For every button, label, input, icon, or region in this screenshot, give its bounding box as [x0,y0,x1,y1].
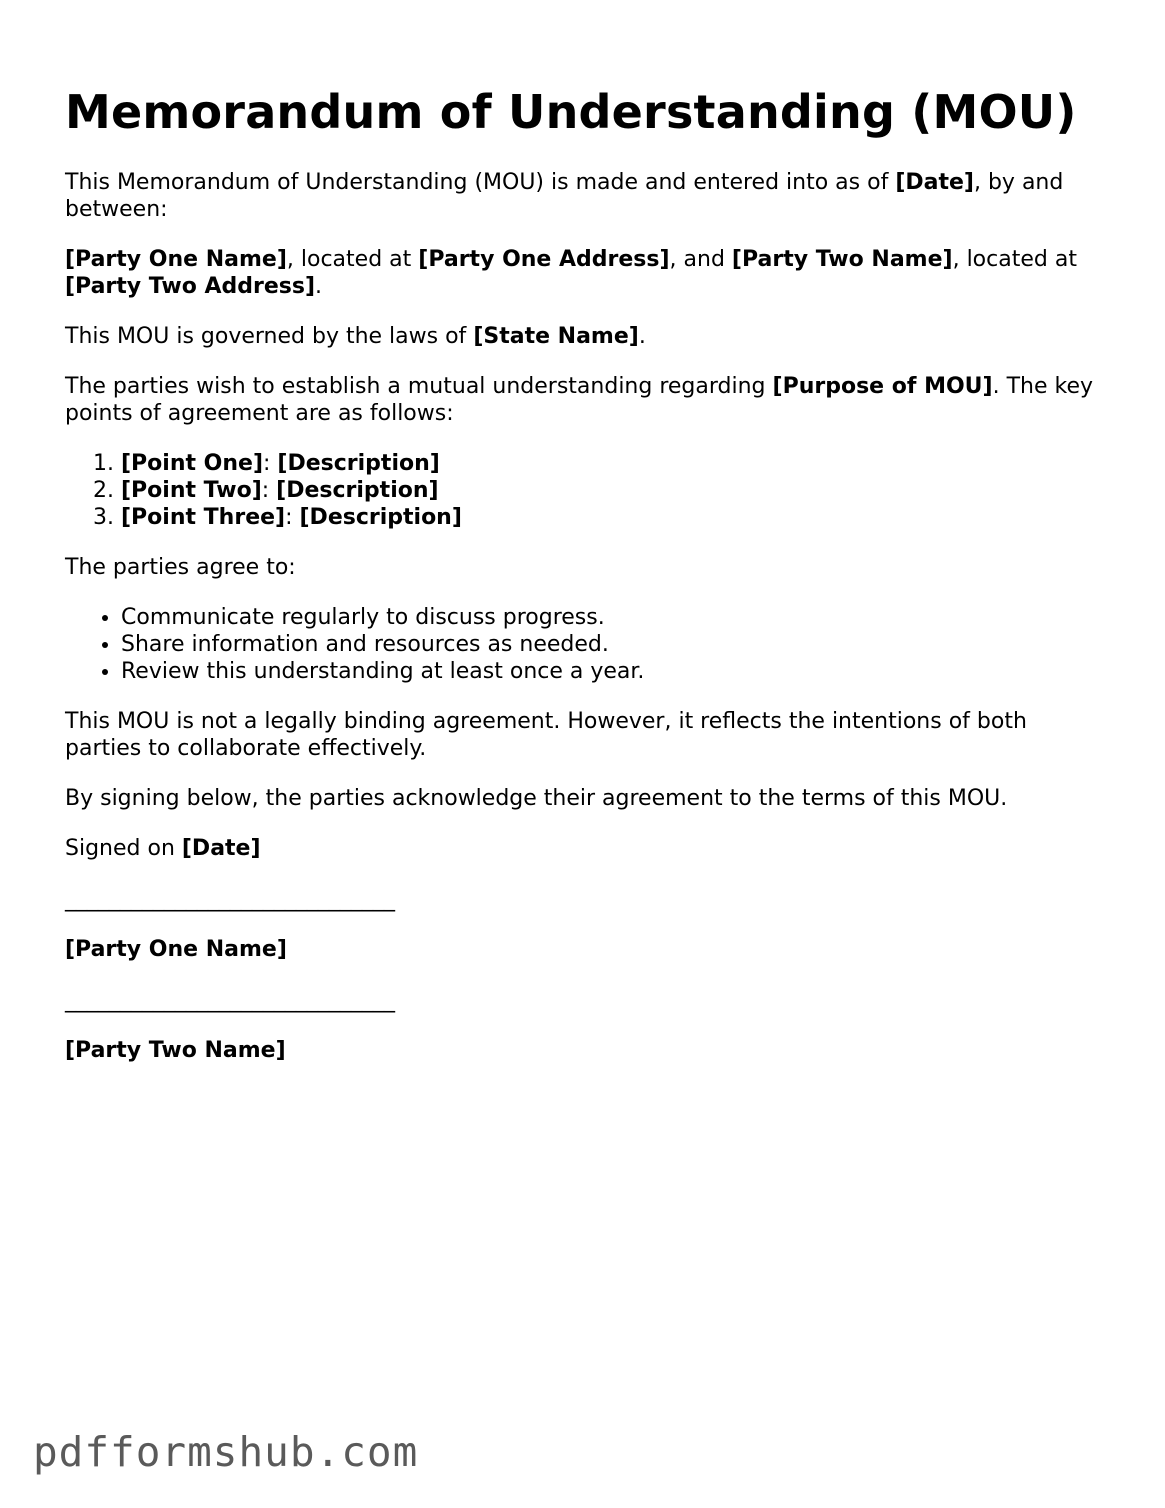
parties-paragraph [65,246,1110,300]
signed-date-placeholder: [Date] [181,836,261,861]
signature-line-party-two: ______________________________ [65,988,395,1013]
intro-text: This Memorandum of Understanding (MOU) is made and entered into as of [65,170,896,195]
parties-text: , located at [952,247,1077,272]
point-description: [Description] [299,505,462,530]
purpose-paragraph [65,373,1110,427]
purpose-text-end: . The key points of agreement are as follows: [65,374,1094,426]
list-item: • Communicate regularly to discuss progress. [121,604,1110,631]
party-two-name-placeholder: [Party Two Name] [65,1038,286,1063]
point-label: [Point Three] [121,505,286,530]
party-one-name-placeholder: [Party One Name] [65,247,287,272]
list-item: • Review this understanding at least once a year. [121,658,1110,685]
party-one-name-placeholder: [Party One Name] [65,937,287,962]
party-two-address-placeholder: [Party Two Address] [65,274,316,299]
parties-text: . [315,274,323,299]
list-item [121,477,1110,504]
signature-line-party-one: ______________________________ [65,887,395,912]
party-two-name-placeholder: [Party Two Name] [731,247,953,272]
agreements-list [65,604,1110,685]
intro-text-end: , by and between: [65,170,1064,222]
purpose-text: The parties wish to establish a mutual understanding regarding [65,374,773,399]
signed-on-paragraph [65,835,1110,862]
point-description: [Description] [276,478,439,503]
document-page [65,0,1110,1064]
point-label: [Point One] [121,451,264,476]
page-title: Memorandum of Understanding (MOU) [65,85,1077,139]
point-label: [Point Two] [121,478,262,503]
signing-statement: By signing below, the parties acknowledge their agreement to the terms of this MOU. [65,786,1008,811]
point-separator: : [261,478,277,503]
intro-paragraph [65,169,1110,223]
signed-on-text: Signed on [65,836,182,861]
purpose-placeholder: [Purpose of MOU] [772,374,993,399]
non-binding-paragraph: This MOU is not a legally binding agreement. However, it reflects the intentions of both parties to collaborate effectively. [65,709,1027,761]
list-item [121,450,1110,477]
party-one-address-placeholder: [Party One Address] [418,247,670,272]
point-separator: : [263,451,278,476]
parties-text: , and [669,247,732,272]
point-description: [Description] [277,451,440,476]
signature-name-party-one [65,936,1110,963]
list-item [121,504,1110,531]
state-name-placeholder: [State Name] [473,324,639,349]
law-text: This MOU is governed by the laws of [65,324,474,349]
date-placeholder: [Date] [895,170,974,195]
signature-name-party-two [65,1037,1110,1064]
governing-law-paragraph [65,323,1110,350]
parties-text: , located at [286,247,419,272]
list-item: • Share information and resources as needed. [121,631,1110,658]
key-points-list [65,450,1110,531]
agree-intro: The parties agree to: [65,555,296,580]
point-separator: : [285,505,300,530]
watermark-text: pdfformshub.com [33,1428,419,1476]
law-text-end: . [638,324,646,349]
